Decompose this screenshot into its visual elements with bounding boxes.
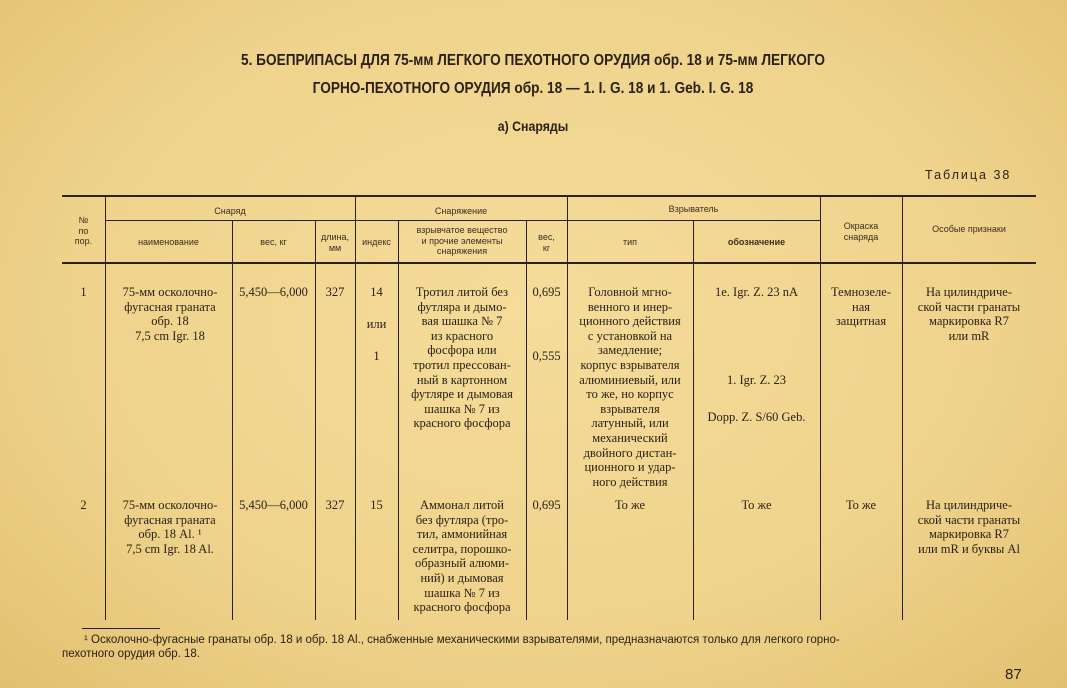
fuze-type: То же [614,498,646,512]
section-heading-line2: ГОРНО-ПЕХОТНОГО ОРУДИЯ обр. 18 — 1. I. G. 18 и 1. Geb. I. G. 18 [312,80,754,97]
header-fuze-designation: обозначение [727,237,786,247]
shell-length: 327 [325,498,345,512]
filling-index: 1 [373,349,380,363]
header-length: длина, мм [320,232,349,253]
fuze-designation: Dopp. Z. S/60 Geb. [707,410,806,424]
shell-color: Темнозеле- ная защитная [831,285,891,329]
shell-name: 75-мм осколочно- фугасная граната обр. 18 Al. ¹ 7,5 cm Igr. 18 Al. [122,498,218,556]
header-fuze: Взрыватель [668,204,719,214]
footnote: ¹ Осколочно-фугасные гранаты обр. 18 и обр. 18 Al., снабженные механическими взрывателями, предназначаются только для легкого горно- пехотного орудия обр. 18. [62,634,840,660]
header-shell: Снаряд [214,206,246,216]
special-features: На цилиндриче- ской части гранаты маркировка R7 или mR [917,285,1021,343]
header-explosive: взрывчатое вещество и прочие элементы снаряжения [416,225,508,256]
shell-name: 75-мм осколочно- фугасная граната обр. 18 7,5 cm Igr. 18 [122,285,218,343]
table-label: Таблица 38 [925,168,1012,182]
shell-color: То же [845,498,877,512]
header-fill-weight: вес, кг [538,232,555,253]
footnote-rule [82,628,160,629]
header-index: индекс [362,237,391,247]
fuze-designation: 1. Igr. Z. 23 [726,373,787,387]
fuze-designation: То же [741,498,772,512]
fill-weight: 0,555 [532,349,561,363]
row-number: 2 [80,498,87,512]
special-features: На цилиндриче- ской части гранаты маркировка R7 или mR и буквы Al [917,498,1021,556]
explosive: Тротил литой без футляра и дымо- вая шашка № 7 из красного фосфора или тротил прессован- ный в картонном футляре и дымовая шашка № 7 из красного фосфора [411,285,513,431]
filling-index: 15 [370,498,383,512]
header-weight: вес, кг [260,237,287,247]
explosive: Аммонал литой без футляра (тро- тил, аммонийная селитра, порошко- образный алюми- ний) и дымовая шашка № 7 из красного фосфора [412,498,512,615]
fill-weight: 0,695 [532,285,561,299]
header-number: № по пор. [74,215,93,246]
fill-weight: 0,695 [532,498,561,512]
fuze-designation: 1e. Igr. Z. 23 nA [715,285,798,299]
shell-length: 327 [325,285,345,299]
header-filling: Снаряжение [434,206,488,216]
header-features: Особые признаки [932,224,1006,234]
shell-weight: 5,450—6,000 [239,285,308,299]
page-number: 87 [1005,666,1022,683]
section-heading-line1: 5. БОЕПРИПАСЫ ДЛЯ 75-мм ЛЕГКОГО ПЕХОТНОГО ОРУДИЯ обр. 18 и 75-мм ЛЕГКОГО [241,52,825,69]
row-number: 1 [80,285,87,299]
filling-index: 14 [370,285,383,299]
header-color: Окраска снаряда [843,221,879,242]
fuze-type: Головной мгно- венного и инер- ционного действия с установкой на замедление; корпус взрывателя алюминиевый, или то же, но корпус взрывателя латунный, или механический двойного дистан- ционного и удар- ного действия [579,285,681,489]
filling-index-or: или [366,317,387,331]
header-fuze-type: тип [622,237,638,247]
subsection-title: а) Снаряды [497,118,569,134]
header-name: наименование [138,237,199,247]
shell-weight: 5,450—6,000 [239,498,308,512]
